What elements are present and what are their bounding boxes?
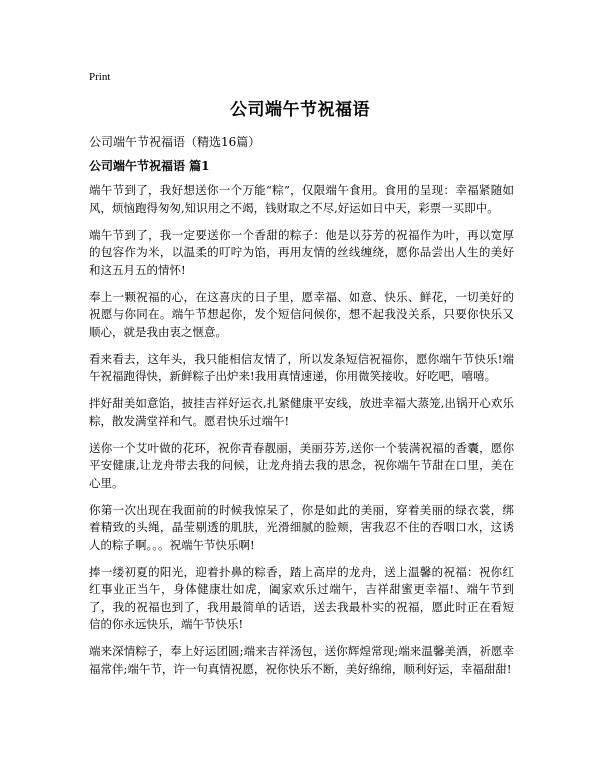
paragraph: 送你一个艾叶做的花环，祝你青春靓丽，美丽芬芳,送你一个装满祝福的香囊，愿你平安健康,让龙舟带去我的问候，让龙舟捎去我的思念，祝你端午节甜在口里，美在心里。 — [89, 440, 514, 490]
paragraph: 端午节到了，我一定要送你一个香甜的粽子：他是以芬芳的祝福作为叶，再以宽厚的包容作为米，以温柔的叮咛为馅，再用友情的丝线缠绕，愿你品尝出人生的美好和这五月五的情怀! — [89, 227, 514, 277]
page-title: 公司端午节祝福语 — [230, 100, 370, 120]
paragraph: 捧一缕初夏的阳光，迎着扑鼻的粽香，踏上高岸的龙舟，送上温馨的祝福：祝你红红事业正当午，身体健康壮如虎，阖家欢乐过端午，吉祥甜蜜更幸福!、端午节到了，我的祝福也到了，我用最简单的话语，送去我最朴实的祝福，愿此时正在看短信的你永远快乐，端午节快乐! — [89, 564, 514, 631]
print-link[interactable]: Print — [89, 71, 111, 83]
paragraph: 端来深情粽子，奉上好运团圆;端来吉祥汤包，送你辉煌常现;端来温馨美酒，祈愿幸福常伴;端午节，许一句真情祝愿，祝你快乐不断，美好绵绵，顺利好运，幸福甜甜! — [89, 644, 514, 676]
paragraph: 奉上一颗祝福的心，在这喜庆的日子里，愿幸福、如意、快乐、鲜花，一切美好的祝愿与你同在。端午节想起你，发个短信问候你，想不起我没关系，只要你快乐又顺心，就是我由衷之惬意。 — [89, 289, 514, 339]
paragraph: 看来看去，这年头，我只能相信友情了，所以发条短信祝福你，愿你端午节快乐!端午祝福跑得快，新鲜粽子出炉来!我用真情速递，你用微笑接收。好吃吧，嘻嘻。 — [89, 351, 514, 383]
paragraph: 你第一次出现在我面前的时候我惊呆了，你是如此的美丽，穿着美丽的绿衣裳，绑着精致的头绳，晶莹剔透的肌肤，光滑细腻的脸颊，害我忍不住的吞咽口水，这诱人的粽子啊。。。祝端午节快乐啊! — [89, 502, 514, 552]
document-subtitle: 公司端午节祝福语（精选16篇） — [89, 135, 261, 149]
section-heading: 公司端午节祝福语 篇1 — [89, 159, 210, 173]
paragraph: 拌好甜美如意馅，披挂吉祥好运衣,扎紧健康平安线，放进幸福大蒸笼,出锅开心欢乐粽，散发满堂祥和气。愿君快乐过端午! — [89, 396, 514, 428]
article-body — [89, 182, 514, 688]
paragraph: 端午节到了，我好想送你一个万能“粽”，仅限端午食用。食用的呈现：幸福紧随如风，烦恼跑得匆匆,知识用之不竭，钱财取之不尽,好运如日中天，彩票一买即中。 — [89, 183, 514, 215]
